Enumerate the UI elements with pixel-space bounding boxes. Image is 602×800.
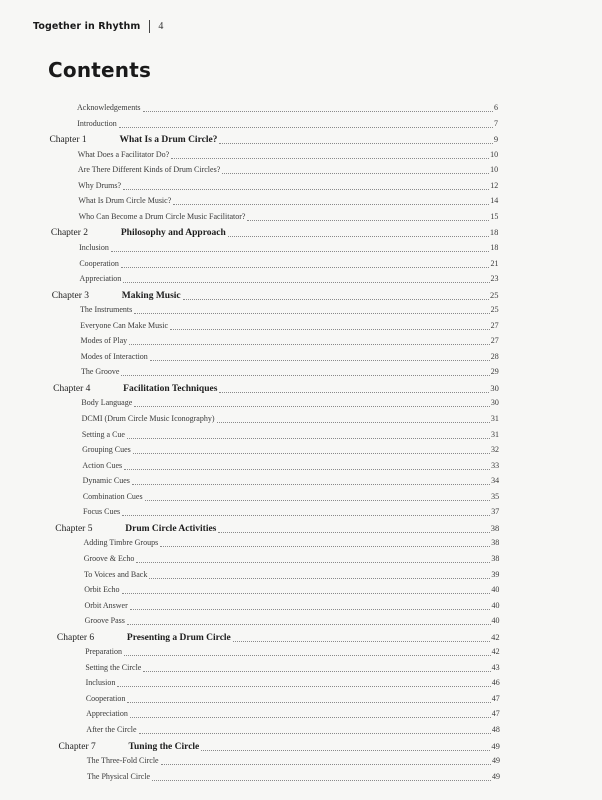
dot-leader [121, 374, 489, 376]
chapter-title: Facilitation Techniques [123, 383, 218, 394]
toc-entry [82, 459, 499, 473]
toc-chapter [59, 739, 500, 754]
toc-entry [86, 676, 500, 690]
toc-entry [79, 257, 498, 271]
chapter-label: Chapter 5 [55, 523, 93, 534]
chapter-label: Chapter 6 [56, 632, 95, 643]
dot-leader [127, 623, 491, 625]
entry-title: What Does a Facilitator Do? [77, 149, 170, 159]
entry-title: Appreciation [86, 709, 128, 719]
toc-entry [80, 303, 499, 317]
toc-entry [79, 210, 499, 224]
toc-chapter [55, 521, 499, 536]
toc-entry [85, 645, 499, 659]
entry-title: The Instruments [80, 305, 133, 315]
toc-entry [78, 148, 498, 162]
page-ref: 39 [491, 569, 500, 579]
toc-chapter [53, 381, 499, 396]
entry-title: Inclusion [85, 678, 116, 688]
dot-leader [228, 235, 489, 237]
chapter-title: Presenting a Drum Circle [126, 632, 231, 643]
page-ref: 6 [494, 103, 498, 112]
entry-title: Setting a Cue [81, 429, 125, 439]
chapter-title: Making Music [121, 290, 181, 301]
page-ref: 21 [490, 258, 499, 268]
page-ref: 31 [490, 429, 499, 439]
dot-leader [171, 157, 489, 159]
toc-entry [82, 412, 499, 426]
entry-title: Modes of Interaction [80, 351, 148, 361]
entry-title: Modes of Play [80, 336, 128, 346]
dot-leader [117, 685, 490, 687]
page-ref: 27 [490, 320, 499, 330]
dot-leader [124, 654, 491, 656]
page-ref: 18 [489, 227, 499, 238]
entry-title: Combination Cues [82, 491, 143, 501]
dot-leader [123, 281, 489, 283]
dot-leader [122, 514, 490, 516]
dot-leader [152, 779, 491, 781]
toc-entry [85, 661, 499, 675]
page-ref: 48 [491, 725, 500, 734]
entry-title: The Groove [80, 367, 120, 377]
entry-title: To Voices and Back [83, 569, 148, 579]
page-ref: 15 [490, 211, 499, 221]
toc-entry [86, 723, 500, 737]
dot-leader [111, 250, 490, 252]
page-ref: 35 [491, 491, 500, 501]
entry-title: Introduction [77, 118, 117, 128]
toc-entry [80, 319, 498, 333]
page-ref: 9 [493, 134, 499, 145]
toc-entry [83, 490, 499, 504]
page-ref: 42 [491, 647, 500, 657]
page-ref: 10 [490, 149, 499, 159]
toc-entry [82, 428, 499, 442]
book-title: Together in Rhythm [33, 21, 141, 32]
page-ref: 10 [490, 165, 499, 175]
page-ref: 32 [491, 445, 500, 455]
toc-chapter [49, 132, 498, 147]
entry-title: Dynamic Cues [82, 476, 130, 486]
page-ref: 47 [491, 693, 500, 703]
chapter-title: Philosophy and Approach [120, 228, 226, 239]
dot-leader [121, 266, 490, 268]
chapter-label: Chapter 1 [49, 135, 87, 146]
page-number: 4 [158, 21, 164, 32]
dot-leader [218, 531, 489, 533]
toc-entry [81, 396, 498, 410]
dot-leader [201, 749, 490, 751]
dot-leader [219, 142, 492, 144]
page-ref: 49 [491, 740, 500, 751]
entry-title: Adding Timbre Groups [83, 538, 159, 548]
dot-leader [127, 701, 490, 703]
dot-leader [134, 405, 490, 407]
page-ref: 27 [490, 336, 499, 346]
toc-entry [84, 568, 499, 582]
page-ref: 46 [491, 678, 500, 688]
entry-title: Who Can Become a Drum Circle Music Facilitator? [78, 211, 246, 221]
dot-leader [132, 483, 490, 485]
dot-leader [145, 499, 491, 501]
entry-title: Appreciation [79, 274, 122, 284]
toc-entry [84, 599, 499, 613]
toc-chapter [52, 288, 499, 303]
entry-title: Preparation [85, 647, 122, 657]
entry-title: Cooperation [85, 693, 126, 703]
toc-entry [80, 334, 498, 348]
dot-leader [129, 343, 490, 345]
toc-entry [82, 443, 499, 457]
page-ref: 40 [491, 616, 500, 626]
page-ref: 40 [491, 600, 500, 610]
entry-title: DCMI (Drum Circle Music Iconography) [81, 414, 215, 423]
page-ref: 7 [494, 118, 499, 128]
page-ref: 25 [490, 289, 499, 300]
page-ref: 37 [491, 507, 500, 517]
entry-title: After the Circle [86, 725, 137, 734]
toc-entry [77, 117, 498, 131]
page-ref: 12 [490, 180, 499, 190]
toc-entry [86, 692, 500, 706]
dot-leader [119, 126, 493, 128]
toc-entry [87, 770, 500, 784]
page-ref: 25 [490, 305, 499, 315]
page-ref: 47 [491, 709, 500, 719]
chapter-title: What Is a Drum Circle? [119, 135, 218, 146]
toc-entry [80, 272, 499, 286]
dot-leader [233, 640, 490, 642]
page-ref: 23 [490, 274, 499, 284]
dot-leader [143, 670, 490, 672]
toc-entry [77, 101, 498, 115]
entry-title: What Is Drum Circle Music? [78, 196, 172, 206]
dot-leader [122, 592, 491, 594]
chapter-title: Drum Circle Activities [125, 523, 217, 534]
page-ref: 43 [491, 662, 500, 672]
chapter-label: Chapter 7 [58, 741, 96, 752]
entry-title: Everyone Can Make Music [80, 320, 169, 330]
entry-title: The Physical Circle [87, 771, 151, 781]
dot-leader [130, 716, 491, 718]
dot-leader [123, 188, 489, 190]
page-ref: 38 [491, 538, 500, 548]
dot-leader [173, 203, 489, 205]
page-ref: 28 [490, 351, 499, 361]
toc-entry [78, 179, 498, 193]
toc-entry [81, 365, 499, 379]
contents-title: Contents [48, 58, 152, 82]
entry-title: Are There Different Kinds of Drum Circles? [77, 165, 221, 175]
page-ref: 30 [490, 382, 499, 393]
dot-leader [161, 763, 491, 765]
entry-title: Inclusion [79, 242, 109, 252]
dot-leader [219, 391, 489, 393]
entry-title: Orbit Answer [84, 600, 128, 610]
entry-title: Setting the Circle [85, 662, 142, 672]
page-ref: 18 [490, 242, 499, 252]
page-ref: 40 [491, 585, 500, 595]
chapter-label: Chapter 4 [53, 383, 91, 394]
dot-leader [139, 732, 491, 734]
entry-title: Orbit Echo [84, 585, 120, 595]
dot-leader [127, 437, 490, 439]
dot-leader [247, 219, 489, 221]
page-ref: 49 [492, 771, 500, 781]
page-ref: 14 [490, 196, 499, 206]
entry-title: Groove Pass [84, 616, 125, 626]
page-ref: 34 [491, 476, 500, 486]
dot-leader [222, 172, 489, 174]
page-ref: 38 [490, 522, 500, 533]
dot-leader [150, 359, 490, 361]
page-ref: 49 [491, 756, 500, 766]
entry-title: The Three-Fold Circle [86, 756, 159, 766]
toc-entry [86, 707, 500, 721]
dot-leader [134, 312, 489, 314]
toc-entry [79, 241, 498, 255]
dot-leader [217, 421, 490, 423]
chapter-label: Chapter 3 [51, 290, 89, 301]
page-ref: 33 [491, 460, 500, 470]
dot-leader [136, 561, 490, 563]
dot-leader [170, 328, 490, 330]
toc-entry [84, 536, 500, 550]
toc-entry [83, 505, 499, 519]
entry-title: Body Language [81, 398, 133, 408]
entry-title: Grouping Cues [82, 445, 131, 455]
page-ref: 42 [491, 631, 500, 642]
entry-title: Acknowledgements [77, 103, 141, 112]
toc-entry [81, 350, 499, 364]
entry-title: Action Cues [82, 460, 123, 470]
entry-title: Why Drums? [78, 180, 122, 190]
toc-entry [78, 194, 498, 208]
toc-entry [83, 474, 500, 488]
dot-leader [149, 577, 490, 579]
toc-entry [84, 552, 500, 566]
toc-entry [84, 583, 499, 597]
page-ref: 38 [491, 553, 500, 563]
toc-chapter [51, 225, 499, 240]
dot-leader [133, 452, 490, 454]
dot-leader [183, 298, 489, 300]
dot-leader [160, 545, 490, 547]
dot-leader [130, 608, 491, 610]
page-ref: 29 [490, 367, 499, 377]
toc-entry [78, 163, 498, 177]
entry-title: Groove & Echo [83, 553, 135, 563]
toc-chapter [57, 630, 500, 645]
entry-title: Cooperation [79, 258, 119, 268]
chapter-title: Tuning the Circle [128, 741, 200, 752]
page-ref: 30 [490, 398, 499, 408]
dot-leader [143, 110, 493, 112]
chapter-label: Chapter 2 [50, 228, 89, 239]
toc-entry [87, 754, 500, 768]
toc-entry [85, 614, 500, 628]
page-ref: 31 [490, 414, 499, 423]
dot-leader [124, 468, 490, 470]
entry-title: Focus Cues [83, 507, 121, 517]
